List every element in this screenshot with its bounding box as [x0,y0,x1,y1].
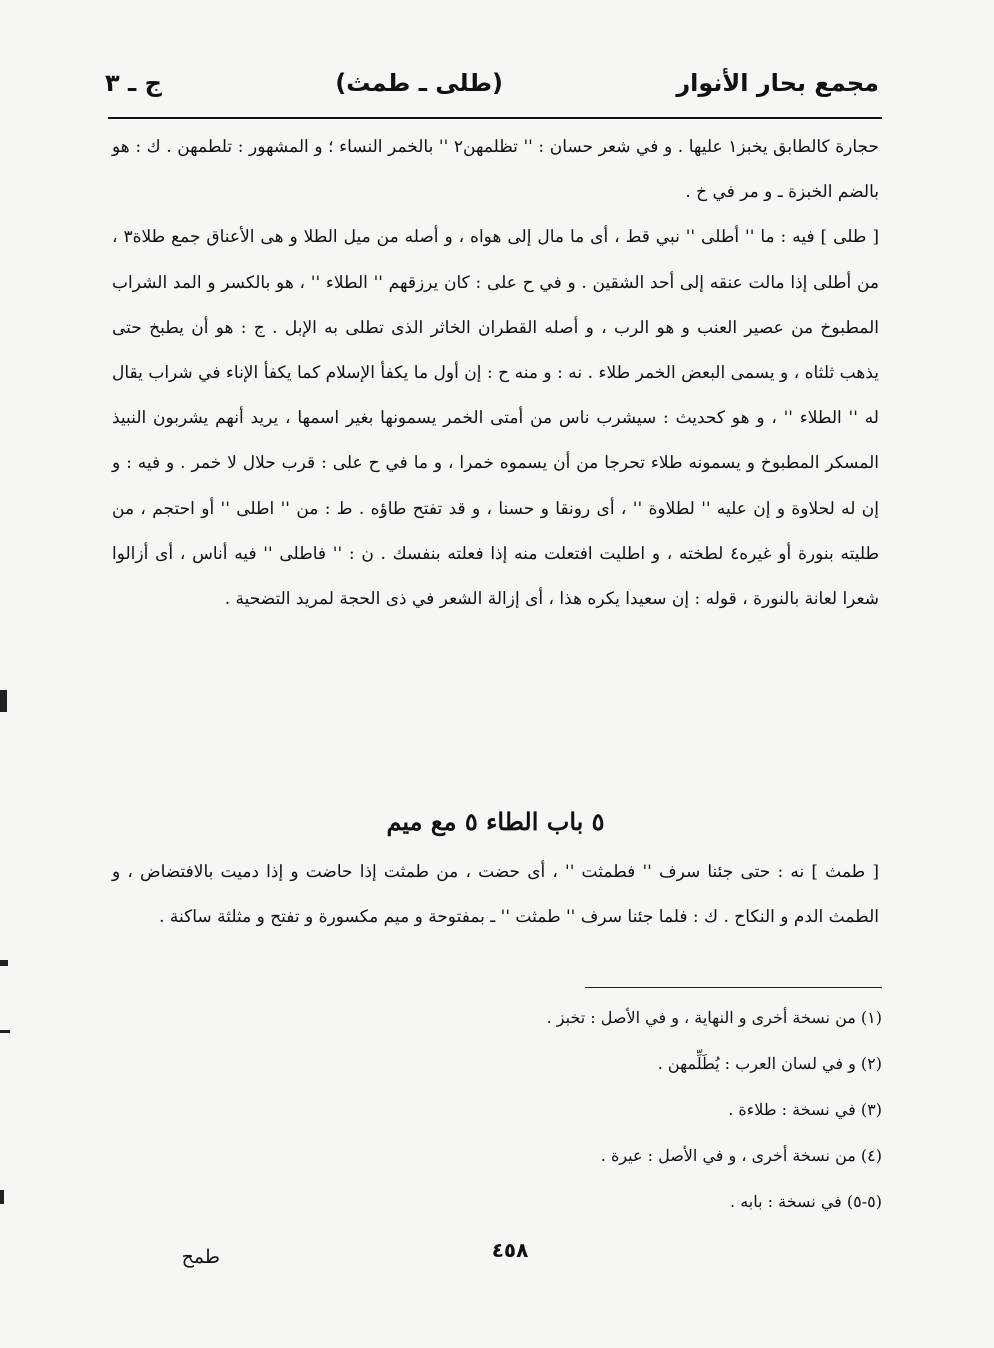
paragraph: [ طمث ] نه : حتى جئنا سرف '' فطمثت '' ، أى حضت ، من طمثت إذا حاضت و إذا دميت بالافتضاض ، و الطمث الدم و النكاح . ك : فلما جئنا سرف '' طمثت '' ـ بمفتوحة و ميم مكسورة و تفتح و مثلثة ساكنة . [112,862,879,927]
scan-edge-mark [0,690,7,712]
paragraph: [ طلى ] فيه : ما '' أطلى '' نبي قط ، أى ما مال إلى هواه ، و أصله من ميل الطلا و هى الأعناق جمع طلاة٣ ، من أطلى إذا مالت عنقه إلى أحد الشقين . و في ح على : كان يرزقهم '' الطلاء '' ، هو بالكسر و المد الشراب المطبوخ من عصير العنب و هو الرب ، و أصله القطران الخاثر الذى تطلى به الإبل . ج : هو أن يطبخ حتى يذهب ثلثاه ، و يسمى البعض الخمر طلاء . نه : و منه ح : إن أول ما يكفأ الإسلام كما يكفأ الإناء في شراب يقال له '' الطلاء '' ، و هو كحديث : سيشرب ناس من أمتى الخمر يسمونها بغير اسمها ، يريد أنهم يشربون النبيذ المسكر المطبوخ و يسمونه طلاء تحرجا من أن يسموه خمرا ، و ما في ح على : قرب حلال لا خمر . و فيه : و إن له لحلاوة و إن عليه '' لطلاوة '' ، أى رونقا و حسنا ، و قد تفتح طاؤه . ط : من '' اطلى '' أو احتجم ، من طليته بنورة أو غيره٤ لطخته ، و اطليت افتعلت منه إذا فعلته بنفسك . ن : '' فاطلى '' فيه أناس ، أى أزالوا شعرا لعانة بالنورة ، قوله : إن سعيدا يكره هذا ، أى إزالة الشعر في ذى الحجة لمريد التضحية . [112,227,880,610]
section-heading: ٥ باب الطاء ٥ مع ميم [386,807,605,836]
footnote: (٥-٥) في نسخة : بابه . [730,1192,882,1211]
section-text [112,850,879,940]
page-number: ٤٥٨ [491,1238,529,1262]
footnotes [112,995,882,1225]
footnote: (٢) و في لسان العرب : يُطَلِّمهن . [657,1054,882,1073]
header-entry-range: (طلى ـ طمث) [335,69,503,97]
scan-edge-mark [0,960,8,966]
scan-edge-mark [0,1030,10,1033]
header-volume: ج ـ ٣ [105,69,162,97]
footnote: (٤) من نسخة أخرى ، و في الأصل : عيرة . [600,1146,882,1165]
header-rule [108,117,882,119]
running-header [105,60,879,106]
footnote: (١) من نسخة أخرى و النهاية ، و في الأصل : تخبز . [546,1008,882,1027]
main-text [112,125,879,622]
header-book-title: مجمع بحار الأنوار [676,69,879,97]
scan-edge-mark [0,1190,4,1204]
paragraph: حجارة كالطابق يخبز١ عليها . و في شعر حسان : '' تظلمهن٢ '' بالخمر النساء ؛ و المشهور : تلطمهن . ك : هو بالضم الخبزة ـ و مر في خ . [112,137,880,203]
catchword: طمح [181,1246,220,1268]
footnote: (٣) في نسخة : طلاءة . [728,1100,882,1119]
footnote-rule [585,987,882,988]
